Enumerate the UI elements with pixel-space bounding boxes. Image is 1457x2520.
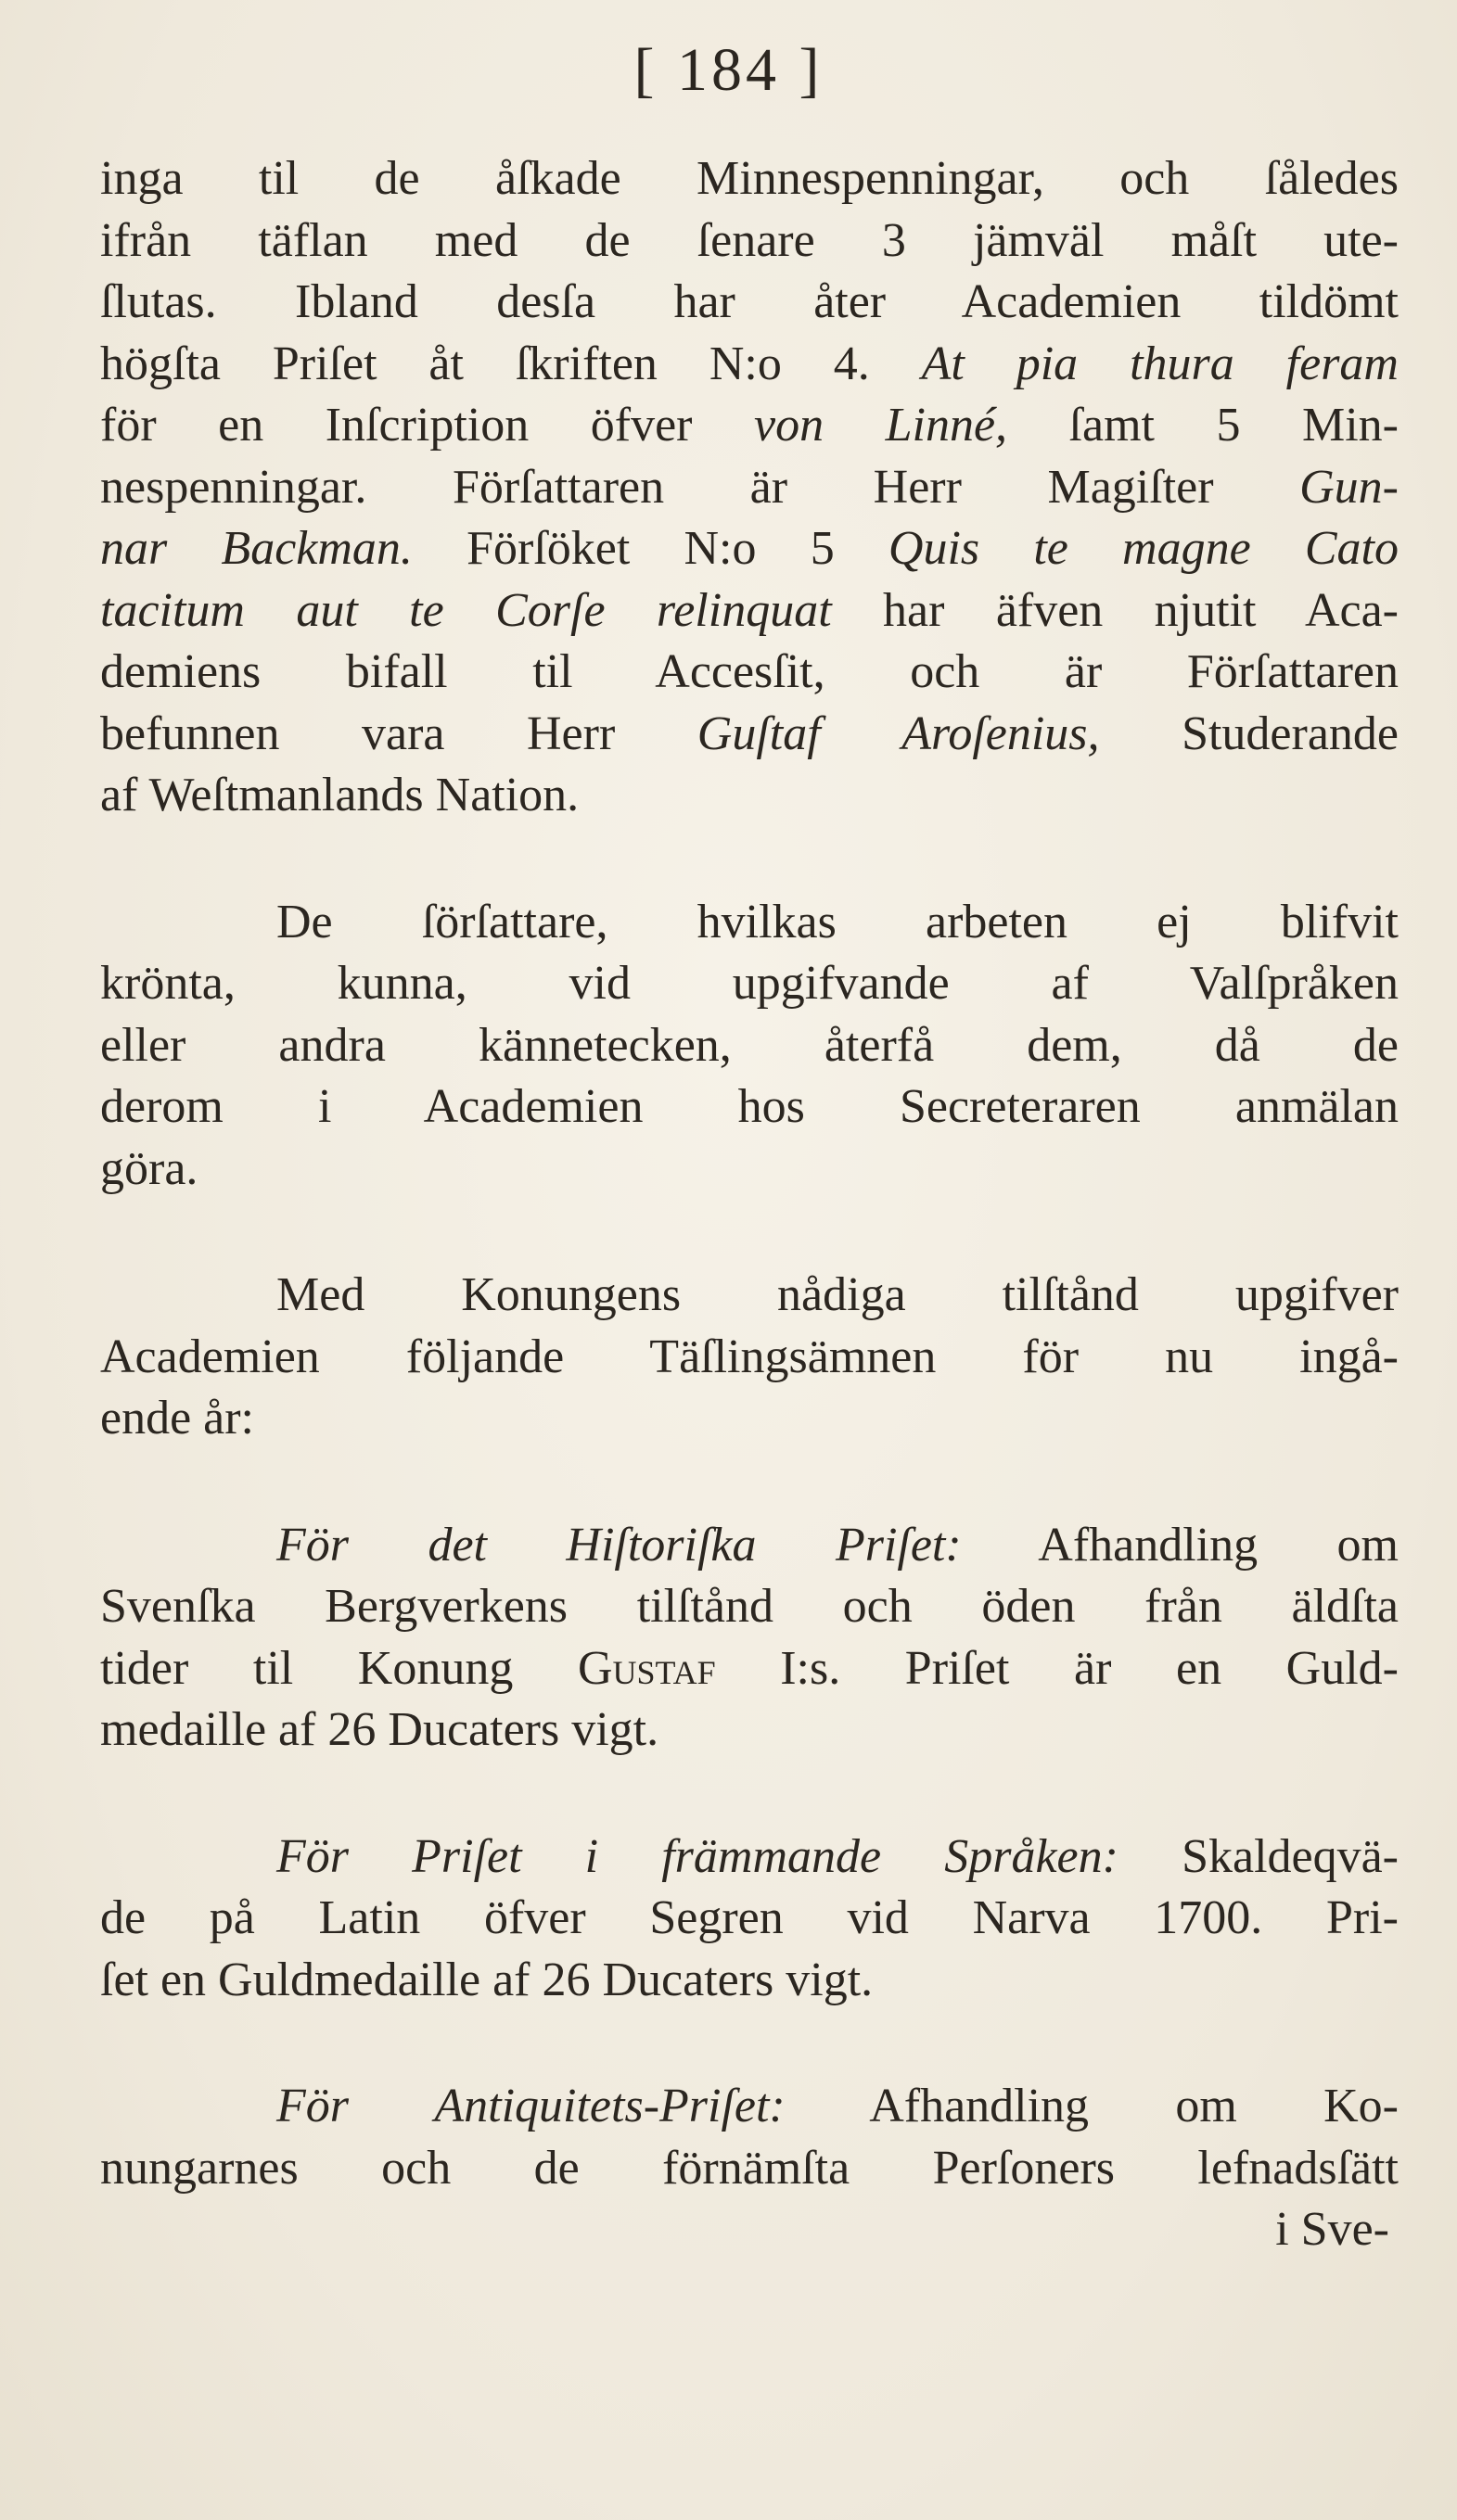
text-segment: Förſöket N:o 5 [412,522,888,575]
text-line [100,704,1399,766]
italic-segment: För Antiquitets-Priſet: [276,2080,786,2132]
text-line [100,1576,1399,1638]
text-segment: krönta, kunna, vid upgifvande af Valſpråken [100,957,1399,1010]
italic-segment: Guſtaf Aroſenius, [697,706,1100,760]
small-caps-segment: Gustaf [577,1641,716,1695]
text-line [100,1265,1399,1327]
text-segment: derom i Academien hos Secreteraren anmälan [100,1080,1399,1133]
text-segment: nungarnes och de förnämſta Perſoners lefnadsſätt [100,2141,1399,2195]
text-segment: de på Latin öfver Segren vid Narva 1700. Pri- [100,1891,1399,1944]
text-line [100,1139,1399,1201]
text-line [100,1076,1399,1139]
text-line [100,1826,1399,1889]
text-segment: af Weſtmanlands Nation. [100,769,580,821]
text-line [100,518,1399,580]
italic-segment: nar Backman. [100,522,413,575]
text-segment: har äfven njutit Aca- [831,583,1399,637]
paragraph [100,1515,1399,1762]
text-line [100,1699,1399,1762]
text-line [100,1888,1399,1950]
text-line [100,1638,1399,1700]
text-segment: Academien följande Täſlingsämnen för nu ingå- [100,1330,1399,1383]
paragraph [100,1826,1399,2012]
italic-segment: tacitum aut te Corſe relinquat [100,583,832,637]
text-segment: medaille af 26 Ducaters vigt. [100,1703,659,1756]
text-segment: ifrån täflan med de ſenare 3 jämväl måſt ute- [100,213,1399,267]
text-segment: befunnen vara Herr [100,706,697,760]
text-line [100,210,1399,273]
text-segment: tider til Konung [100,1641,578,1695]
paragraph [100,148,1399,827]
text-segment: I:s. Priſet är en Guld- [715,1641,1399,1695]
text-segment: ende år: [100,1392,255,1445]
text-segment: Med Konungens nådiga tilſtånd upgifver [276,1268,1399,1321]
text-line [100,2138,1399,2200]
text-segment: eller andra kännetecken, återfå dem, då de [100,1018,1399,1072]
italic-segment: För Priſet i främmande Språken: [276,1829,1118,1883]
text-segment: ſamt 5 Min- [1007,399,1399,452]
italic-segment: Gun- [1299,460,1399,514]
italic-segment: von Linné, [753,399,1008,452]
text-segment: De ſörſattare, hvilkas arbeten ej blifvit [276,895,1399,948]
catchword: i Sve- [1275,2203,1389,2256]
text-segment: för en Inſcription öfver [100,399,754,452]
italic-segment: At pia thura feram [921,337,1399,390]
text-line [100,892,1399,954]
italic-segment: Quis te magne Cato [888,522,1399,575]
text-line [100,1950,1399,2012]
italic-segment: För det Hiſtoriſka Priſet: [276,1518,962,1572]
text-line [100,272,1399,334]
text-line [100,642,1399,704]
paragraph [100,1265,1399,1450]
paragraph [100,2076,1399,2261]
paragraph [100,892,1399,1201]
text-segment: inga til de åſkade Minnespenningar, och ſåledes [100,152,1399,205]
text-line [100,1327,1399,1389]
body-text [100,148,1399,2261]
text-segment: Afhandling om [961,1518,1399,1572]
text-line [100,580,1399,643]
text-line [100,953,1399,1015]
text-line [100,148,1399,210]
text-segment: Afhandling om Ko- [785,2080,1399,2132]
text-line [100,1015,1399,1077]
text-segment: ſet en Guldmedaille af 26 Ducaters vigt. [100,1953,874,2006]
text-line [100,457,1399,519]
text-segment: Svenſka Bergverkens tilſtånd och öden från äldſta [100,1580,1399,1633]
text-line [100,1515,1399,1577]
text-segment: Studerande [1099,706,1399,760]
page-number: [ 184 ] [633,36,824,104]
text-segment: nespenningar. Förſattaren är Herr Magiſter [100,460,1300,514]
text-segment: göra. [100,1141,198,1195]
text-segment: ſlutas. Ibland desſa har åter Academien tildömt [100,275,1399,328]
text-segment: högſta Priſet åt ſkriften N:o 4. [100,337,922,390]
text-line [100,1388,1399,1450]
text-line [100,2076,1399,2138]
text-line [100,334,1399,396]
text-segment: demiens bifall til Accesſit, och är Förſattaren [100,645,1399,698]
text-segment: Skaldeqvä- [1118,1829,1399,1883]
text-line [100,765,1399,827]
text-line [100,395,1399,457]
